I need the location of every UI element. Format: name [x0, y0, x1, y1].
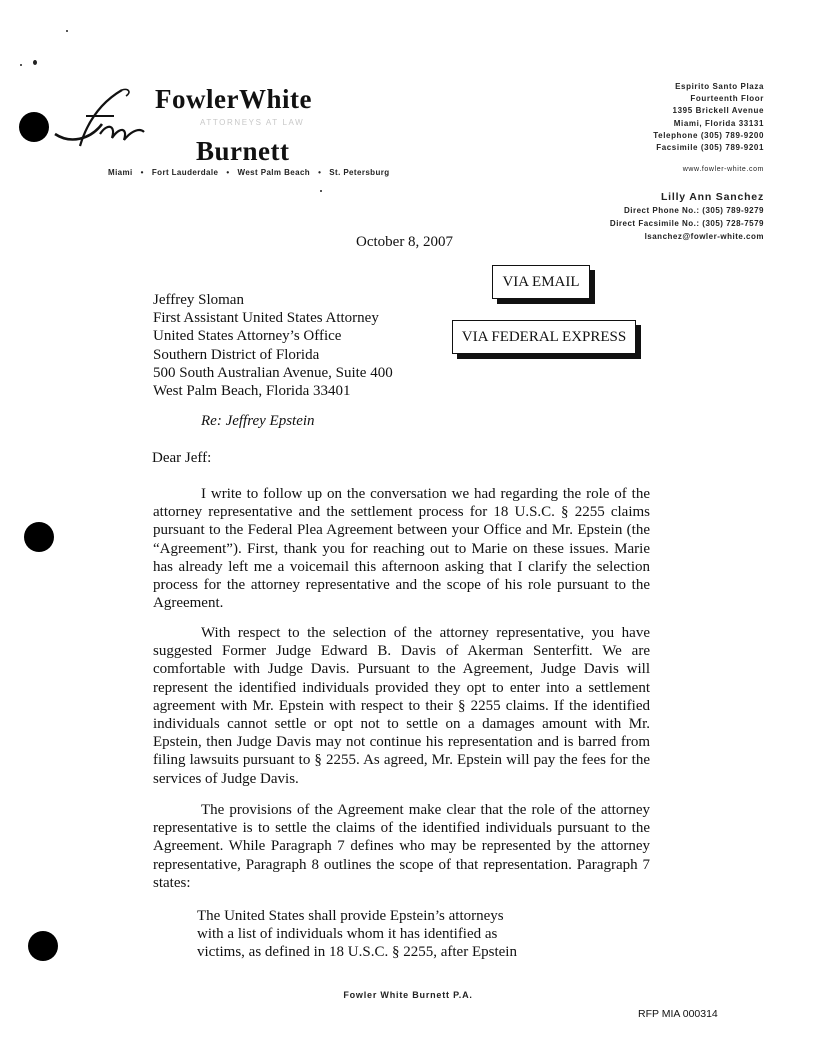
- recipient-line: Jeffrey Sloman: [153, 292, 244, 308]
- scan-speck: [320, 190, 322, 192]
- office-city: Fort Lauderdale: [151, 168, 219, 177]
- address-line: 1395 Brickell Avenue: [672, 106, 764, 116]
- recipient-line: First Assistant United States Attorney: [153, 310, 379, 327]
- punch-hole-middle: [24, 522, 54, 552]
- office-city: Miami: [108, 168, 133, 177]
- paragraph-text: I write to follow up on the conversation we had regarding the role of the attorney representative and the settlement process for 18 U.S.C. § 2255 claims pursuant to the Federal Plea Agreement between your Office and Mr. Epstein (the “Agreement”). First, thank you for reaching out to Marie on these issues. Marie has already left me a voicemail this afternoon asking that I clarify the selection process for the attorney representative and the scope of his role pursuant to the Agreement.: [153, 486, 650, 612]
- office-city: West Palm Beach: [237, 168, 311, 177]
- firm-logo-monogram: [50, 86, 160, 158]
- separator-dot: •: [318, 168, 322, 177]
- sender-direct-fax: Direct Facsimile No.: (305) 728-7579: [609, 219, 764, 228]
- separator-dot: •: [140, 168, 144, 177]
- address-line: Espirito Santo Plaza: [675, 82, 764, 91]
- sender-direct-phone: Direct Phone No.: (305) 789-9279: [623, 206, 764, 215]
- re-line: Re: Jeffrey Epstein: [201, 413, 315, 429]
- body-paragraph-2: [153, 624, 650, 788]
- address-fax: Facsimile (305) 789-9201: [656, 143, 764, 153]
- paragraph-text: With respect to the selection of the attorney representative, you have suggested Former Judge Edward B. Davis of Akerman Senterfitt. We are comfortable with Judge Davis. Pursuant to the Agreement, Judge Davis will represent the identified individuals provided they opt to enter into a settlement agreement with Mr. Epstein with respect to their § 2255 claims. If the identified individuals cannot settle or opt not to settle on a damages amount with Mr. Epstein, then Judge Davis may not continue his representation and is barred from filing lawsuits pursuant to § 2255. As agreed, Mr. Epstein will pay the fees for the services of Judge Davis.: [153, 625, 650, 787]
- scan-speck: [66, 30, 68, 32]
- body-paragraph-1: [153, 485, 650, 612]
- firm-address-block: [653, 81, 764, 176]
- scan-speck: [33, 60, 37, 65]
- punch-hole-top: [19, 112, 49, 142]
- scan-speck: [20, 64, 22, 66]
- via-email-stamp: VIA EMAIL: [492, 265, 590, 299]
- address-line: Miami, Florida 33131: [673, 118, 764, 128]
- recipient-address-block: [153, 291, 393, 400]
- firm-name-line1: FowlerWhite: [155, 84, 312, 114]
- address-phone: Telephone (305) 789-9200: [653, 130, 764, 140]
- separator-dot: •: [226, 168, 230, 177]
- firm-name-line2: Burnett: [196, 136, 290, 166]
- via-fedex-stamp: VIA FEDERAL EXPRESS: [452, 320, 636, 354]
- block-quote: [197, 907, 617, 962]
- recipient-line: 500 South Australian Avenue, Suite 400: [153, 364, 393, 381]
- address-line: Fourteenth Floor: [690, 94, 764, 104]
- recipient-line: West Palm Beach, Florida 33401: [153, 383, 351, 400]
- body-paragraph-3: [153, 801, 650, 892]
- firm-website: www.fowler-white.com: [682, 166, 764, 174]
- firm-tagline: ATTORNEYS AT LAW: [200, 118, 305, 127]
- salutation: Dear Jeff:: [152, 450, 212, 466]
- office-locations: [108, 168, 390, 177]
- bates-number: RFP MIA 000314: [638, 1008, 718, 1020]
- letter-date: October 8, 2007: [356, 234, 454, 250]
- page-footer: Fowler White Burnett P.A.: [343, 990, 473, 1000]
- recipient-line: Southern District of Florida: [153, 346, 320, 363]
- quote-line: victims, as defined in 18 U.S.C. § 2255, after Epstein: [197, 944, 517, 961]
- sender-name: Lilly Ann Sanchez: [660, 191, 764, 203]
- paragraph-text: The provisions of the Agreement make clear that the role of the attorney representative is to settle the claims of the identified individuals pursuant to the Agreement. While Paragraph 7 defines who may be represented by the attorney representative, Paragraph 8 outlines the scope of that representation. Paragraph 7 states:: [153, 802, 650, 891]
- sender-email: lsanchez@fowler-white.com: [644, 232, 764, 241]
- punch-hole-bottom: [28, 931, 58, 961]
- quote-line: The United States shall provide Epstein’s attorneys: [197, 908, 504, 924]
- office-city: St. Petersburg: [329, 168, 390, 177]
- sender-contact-block: [610, 191, 764, 243]
- recipient-line: United States Attorney’s Office: [153, 328, 342, 345]
- quote-line: with a list of individuals whom it has identified as: [197, 926, 498, 943]
